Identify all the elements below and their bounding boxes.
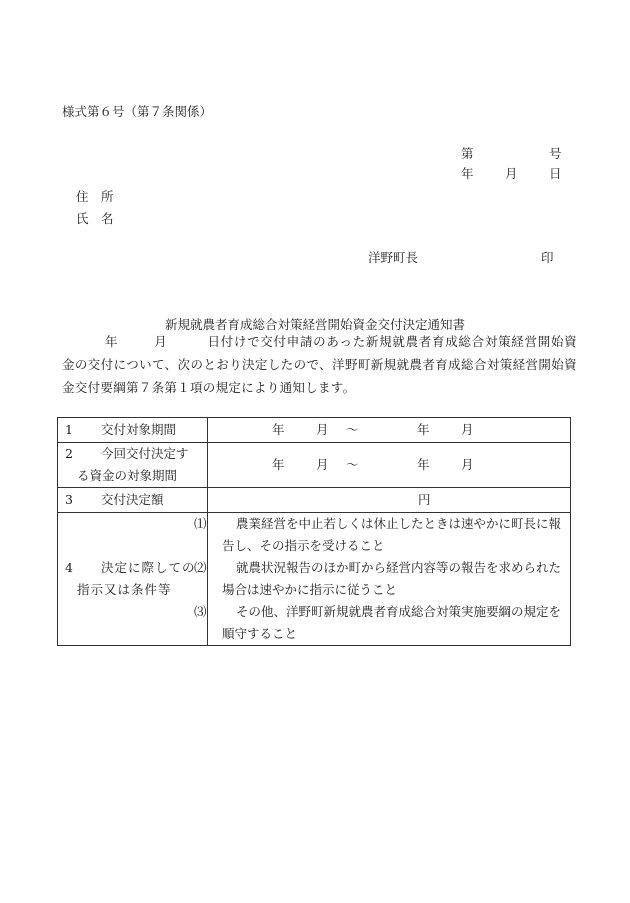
body-month: 月 xyxy=(154,334,168,349)
amount-cell: 円 xyxy=(208,488,571,513)
date-year: 年 xyxy=(461,166,474,181)
body-text: 日付けで交付申請のあった新規就農者育成総合対策経営開始資金の交付について、次のとおり決定したので、洋野町新規就農者育成総合対策経営開始資金交付要綱第７条第１項の規定により通知します。 xyxy=(62,334,577,395)
conditions-cell xyxy=(194,513,571,646)
seal-mark: 印 xyxy=(541,250,554,265)
form-number: 様式第６号（第７条関係） xyxy=(62,104,213,119)
document-title: 新規就農者育成総合対策経営開始資金交付決定通知書 xyxy=(164,317,465,332)
doc-number-suffix: 号 xyxy=(549,146,562,161)
table-row xyxy=(58,418,571,443)
period-cell: 年 月 ～ 年 月 xyxy=(208,443,571,488)
table-row xyxy=(58,513,571,646)
row-label: 4 決定に際しての 指示又は条件等 xyxy=(58,513,208,646)
issuer-title: 洋野町長 xyxy=(368,250,419,265)
address-label: 住 所 xyxy=(76,189,114,204)
period-cell: 年 月 ～ 年 月 xyxy=(208,418,571,443)
doc-number-prefix: 第 xyxy=(461,146,474,161)
table-row xyxy=(58,488,571,513)
row-label: 3 交付決定額 xyxy=(58,488,208,513)
row-label: 2 今回交付決定す る資金の対象期間 xyxy=(58,443,208,488)
decision-table xyxy=(57,417,571,646)
body-year: 年 xyxy=(105,334,119,349)
body-paragraph xyxy=(62,330,577,399)
row-label: 1 交付対象期間 xyxy=(58,418,208,443)
date-day: 日 xyxy=(549,166,562,181)
name-label: 氏 名 xyxy=(76,211,114,226)
date-month: 月 xyxy=(505,166,518,181)
table-row xyxy=(58,443,571,488)
condition-item: ⑶ その他、洋野町新規就農者育成総合対策実施要綱の規定を順守すること xyxy=(194,604,562,641)
condition-item: ⑵ 就農状況報告のほか町から経営内容等の報告を求められた場合は速やかに指示に従うこと xyxy=(194,560,562,597)
condition-item: ⑴ 農業経営を中止若しくは休止したときは速やかに町長に報告し、その指示を受けること xyxy=(194,516,562,553)
